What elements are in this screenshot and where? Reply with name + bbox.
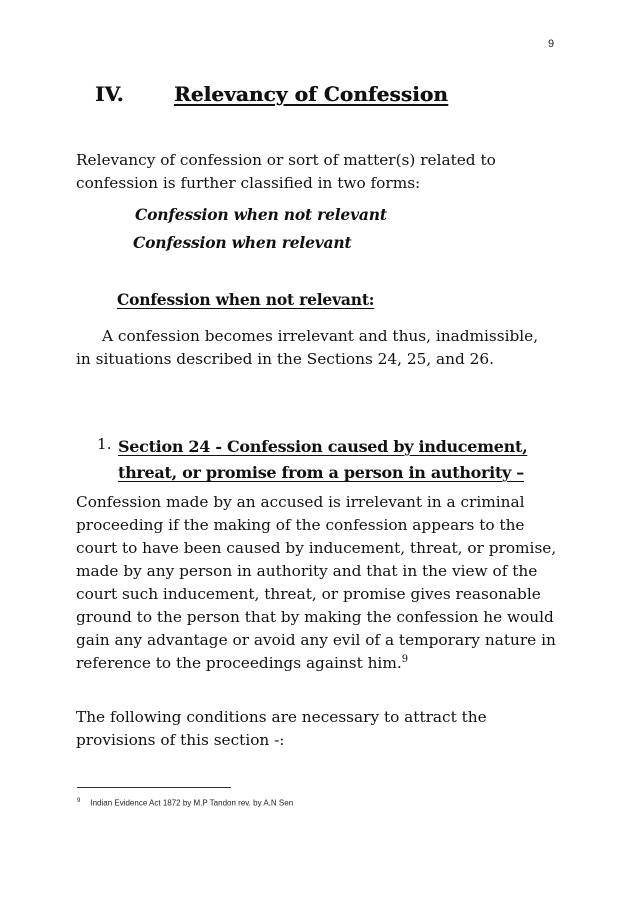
form-item-relevant: Confession when relevant	[133, 233, 352, 252]
footnote-reference[interactable]: 9	[401, 653, 409, 665]
footnote-marker: 9	[77, 798, 81, 804]
chapter-number: IV.	[95, 82, 124, 106]
section-24-marker: 1.	[97, 435, 112, 453]
section-24-paragraph	[76, 491, 561, 675]
not-relevant-subheading: Confession when not relevant:	[117, 290, 375, 309]
form-item-not-relevant: Confession when not relevant	[135, 205, 387, 224]
conditions-paragraph: The following conditions are necessary to attract the provisions of this section -:	[76, 708, 487, 749]
section-24-title: Section 24 - Confession caused by inducement, threat, or promise from a person in authority –	[118, 437, 528, 482]
section-24-heading	[97, 434, 577, 486]
chapter-heading	[95, 82, 448, 106]
intro-paragraph: Relevancy of confession or sort of matter(s) related to confession is further classified in two forms:	[76, 151, 496, 192]
footnote-text: Indian Evidence Act 1872 by M.P Tandon rev. by A.N Sen	[90, 798, 294, 808]
footnote-divider	[77, 787, 231, 788]
section-24-text: Confession made by an accused is irrelevant in a criminal proceeding if the making of the confession appears to the court to have been caused by inducement, threat, or promise, made by any person in authority and that in the view of the court such inducement, threat, or promise gives reasonable ground to the person that by making the confession he would gain any advantage or avoid any evil of a temporary nature in reference to the proceedings against him.	[76, 493, 557, 672]
footnote	[77, 798, 293, 808]
chapter-title: Relevancy of Confession	[174, 82, 448, 106]
page-number: 9	[548, 38, 555, 50]
not-relevant-paragraph: A confession becomes irrelevant and thus, inadmissible, in situations described in the Sections 24, 25, and 26.	[76, 327, 539, 368]
